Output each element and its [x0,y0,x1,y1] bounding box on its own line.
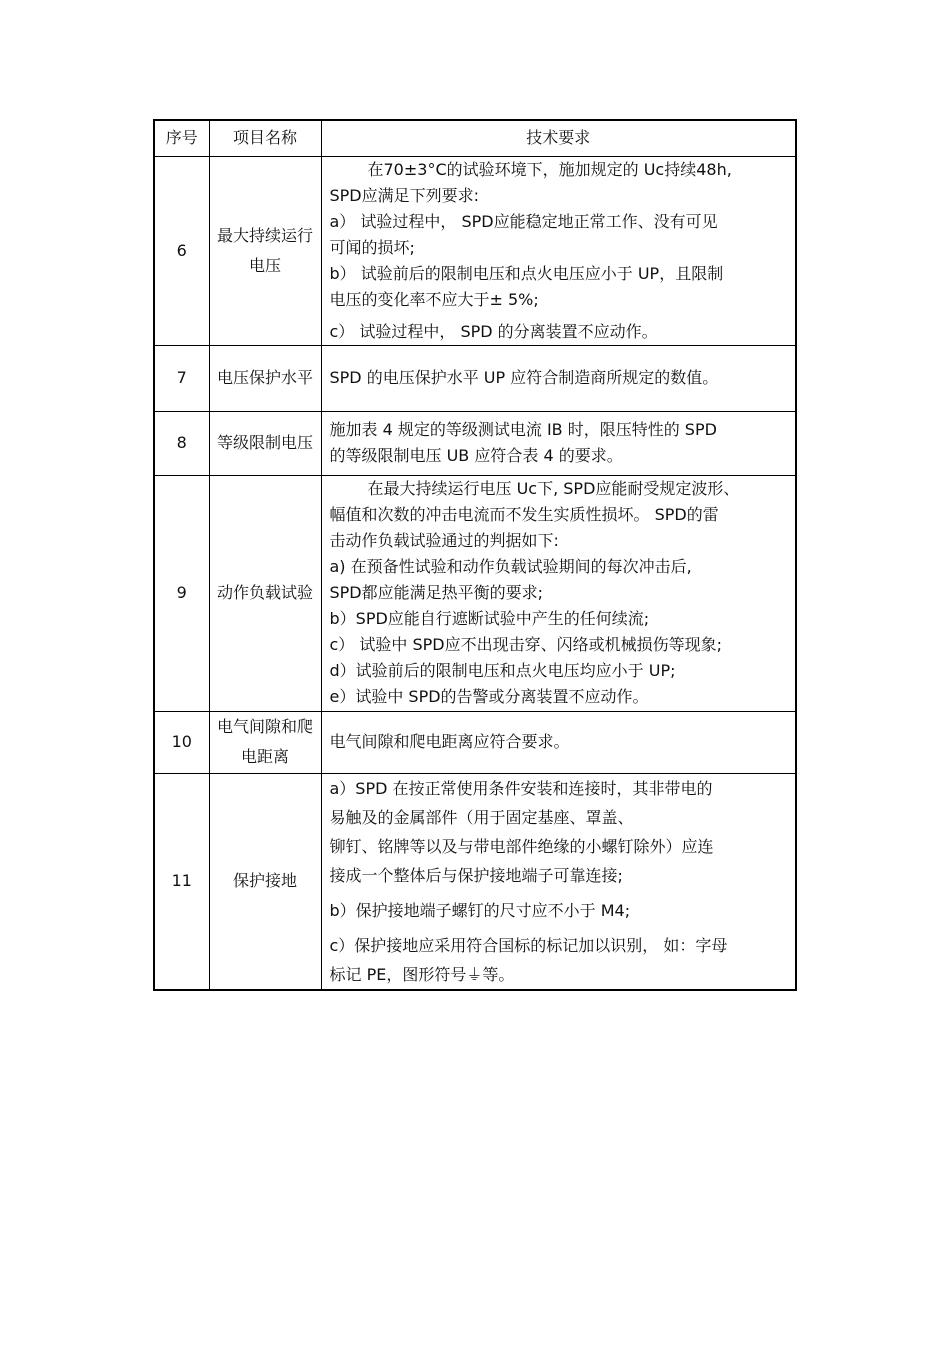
row-requirements [321,773,796,990]
requirement-line: d）试验前后的限制电压和点火电压均应小于 UP; [329,661,676,680]
requirement-line: 幅值和次数的冲击电流而不发生实质性损坏。 SPD的雷 [329,505,719,524]
row-requirements [321,411,796,475]
requirement-line: 易触及的金属部件（用于固定基座、罩盖、 [329,807,634,827]
requirement-line: 铆钉、铭牌等以及与带电部件绝缘的小螺钉除外）应连 [329,836,714,856]
requirement-line: a) 在预备性试验和动作负载试验期间的每次冲击后, [329,557,692,576]
requirement-line: 电气间隙和爬电距离应符合要求。 [329,732,570,751]
requirement-line: b） 试验前后的限制电压和点火电压应小于 UP，且限制 [329,263,724,283]
requirement-line: b）SPD应能自行遮断试验中产生的任何续流; [329,609,650,628]
requirement-line: 在70±3°C的试验环境下，施加规定的 Uc持续48h, [367,159,732,179]
requirement-line: c）保护接地应采用符合国标的标记加以识别， 如：字母 [329,935,728,955]
requirement-line: e）试验中 SPD的告警或分离装置不应动作。 [329,687,649,706]
row-serial-no: 9 [154,475,209,711]
table-row [154,711,796,773]
row-requirements [321,475,796,711]
requirement-line: 接成一个整体后与保护接地端子可靠连接; [329,865,623,885]
requirement-line: b）保护接地端子螺钉的尺寸应不小于 M4; [329,900,631,920]
requirement-line: SPD 的电压保护水平 UP 应符合制造商所规定的数值。 [329,368,719,387]
row-requirements [321,345,796,411]
requirement-line: 在最大持续运行电压 Uc下, SPD应能耐受规定波形、 [367,479,740,498]
row-item-name: 最大持续运行电压 [216,225,313,275]
table-row [154,156,796,345]
requirement-line: c） 试验过程中， SPD 的分离装置不应动作。 [329,321,658,341]
requirement-line: c） 试验中 SPD应不出现击穿、闪络或机械损伤等现象; [329,635,722,654]
row-serial-no: 11 [154,773,209,990]
requirement-line: 施加表 4 规定的等级测试电流 IB 时，限压特性的 SPD [329,420,717,439]
table-row [154,345,796,411]
requirement-line: SPD应满足下列要求: [329,185,480,205]
row-requirements [321,156,796,345]
requirement-line: 标记 PE，图形符号⏚等。 [329,964,515,984]
row-item-name: 等级限制电压 [216,433,313,452]
table-row [154,475,796,711]
requirement-line: 可闻的损坏; [329,237,415,257]
requirement-line: 的等级限制电压 UB 应符合表 4 的要求。 [329,446,623,465]
requirement-line: 击动作负载试验通过的判据如下: [329,531,559,550]
row-item-name: 电气间隙和爬电距离 [216,717,313,766]
header-serial-no: 序号 [154,120,209,156]
row-serial-no: 8 [154,411,209,475]
table-header-row [154,120,796,156]
requirement-line: a）SPD 在按正常使用条件安装和连接时，其非带电的 [329,778,713,798]
requirement-line: SPD都应能满足热平衡的要求; [329,583,544,602]
requirement-line: a） 试验过程中， SPD应能稳定地正常工作、没有可见 [329,211,718,231]
row-item-name: 电压保护水平 [216,368,313,387]
header-item-name: 项目名称 [209,120,321,156]
requirement-line: 电压的变化率不应大于± 5%; [329,289,539,309]
header-technical-requirements: 技术要求 [321,120,796,156]
row-serial-no: 6 [154,156,209,345]
row-requirements [321,711,796,773]
row-item-name: 动作负载试验 [216,583,313,602]
row-serial-no: 10 [154,711,209,773]
table-row [154,773,796,990]
requirements-table [153,119,797,991]
table-row [154,411,796,475]
row-item-name: 保护接地 [232,871,297,890]
row-serial-no: 7 [154,345,209,411]
